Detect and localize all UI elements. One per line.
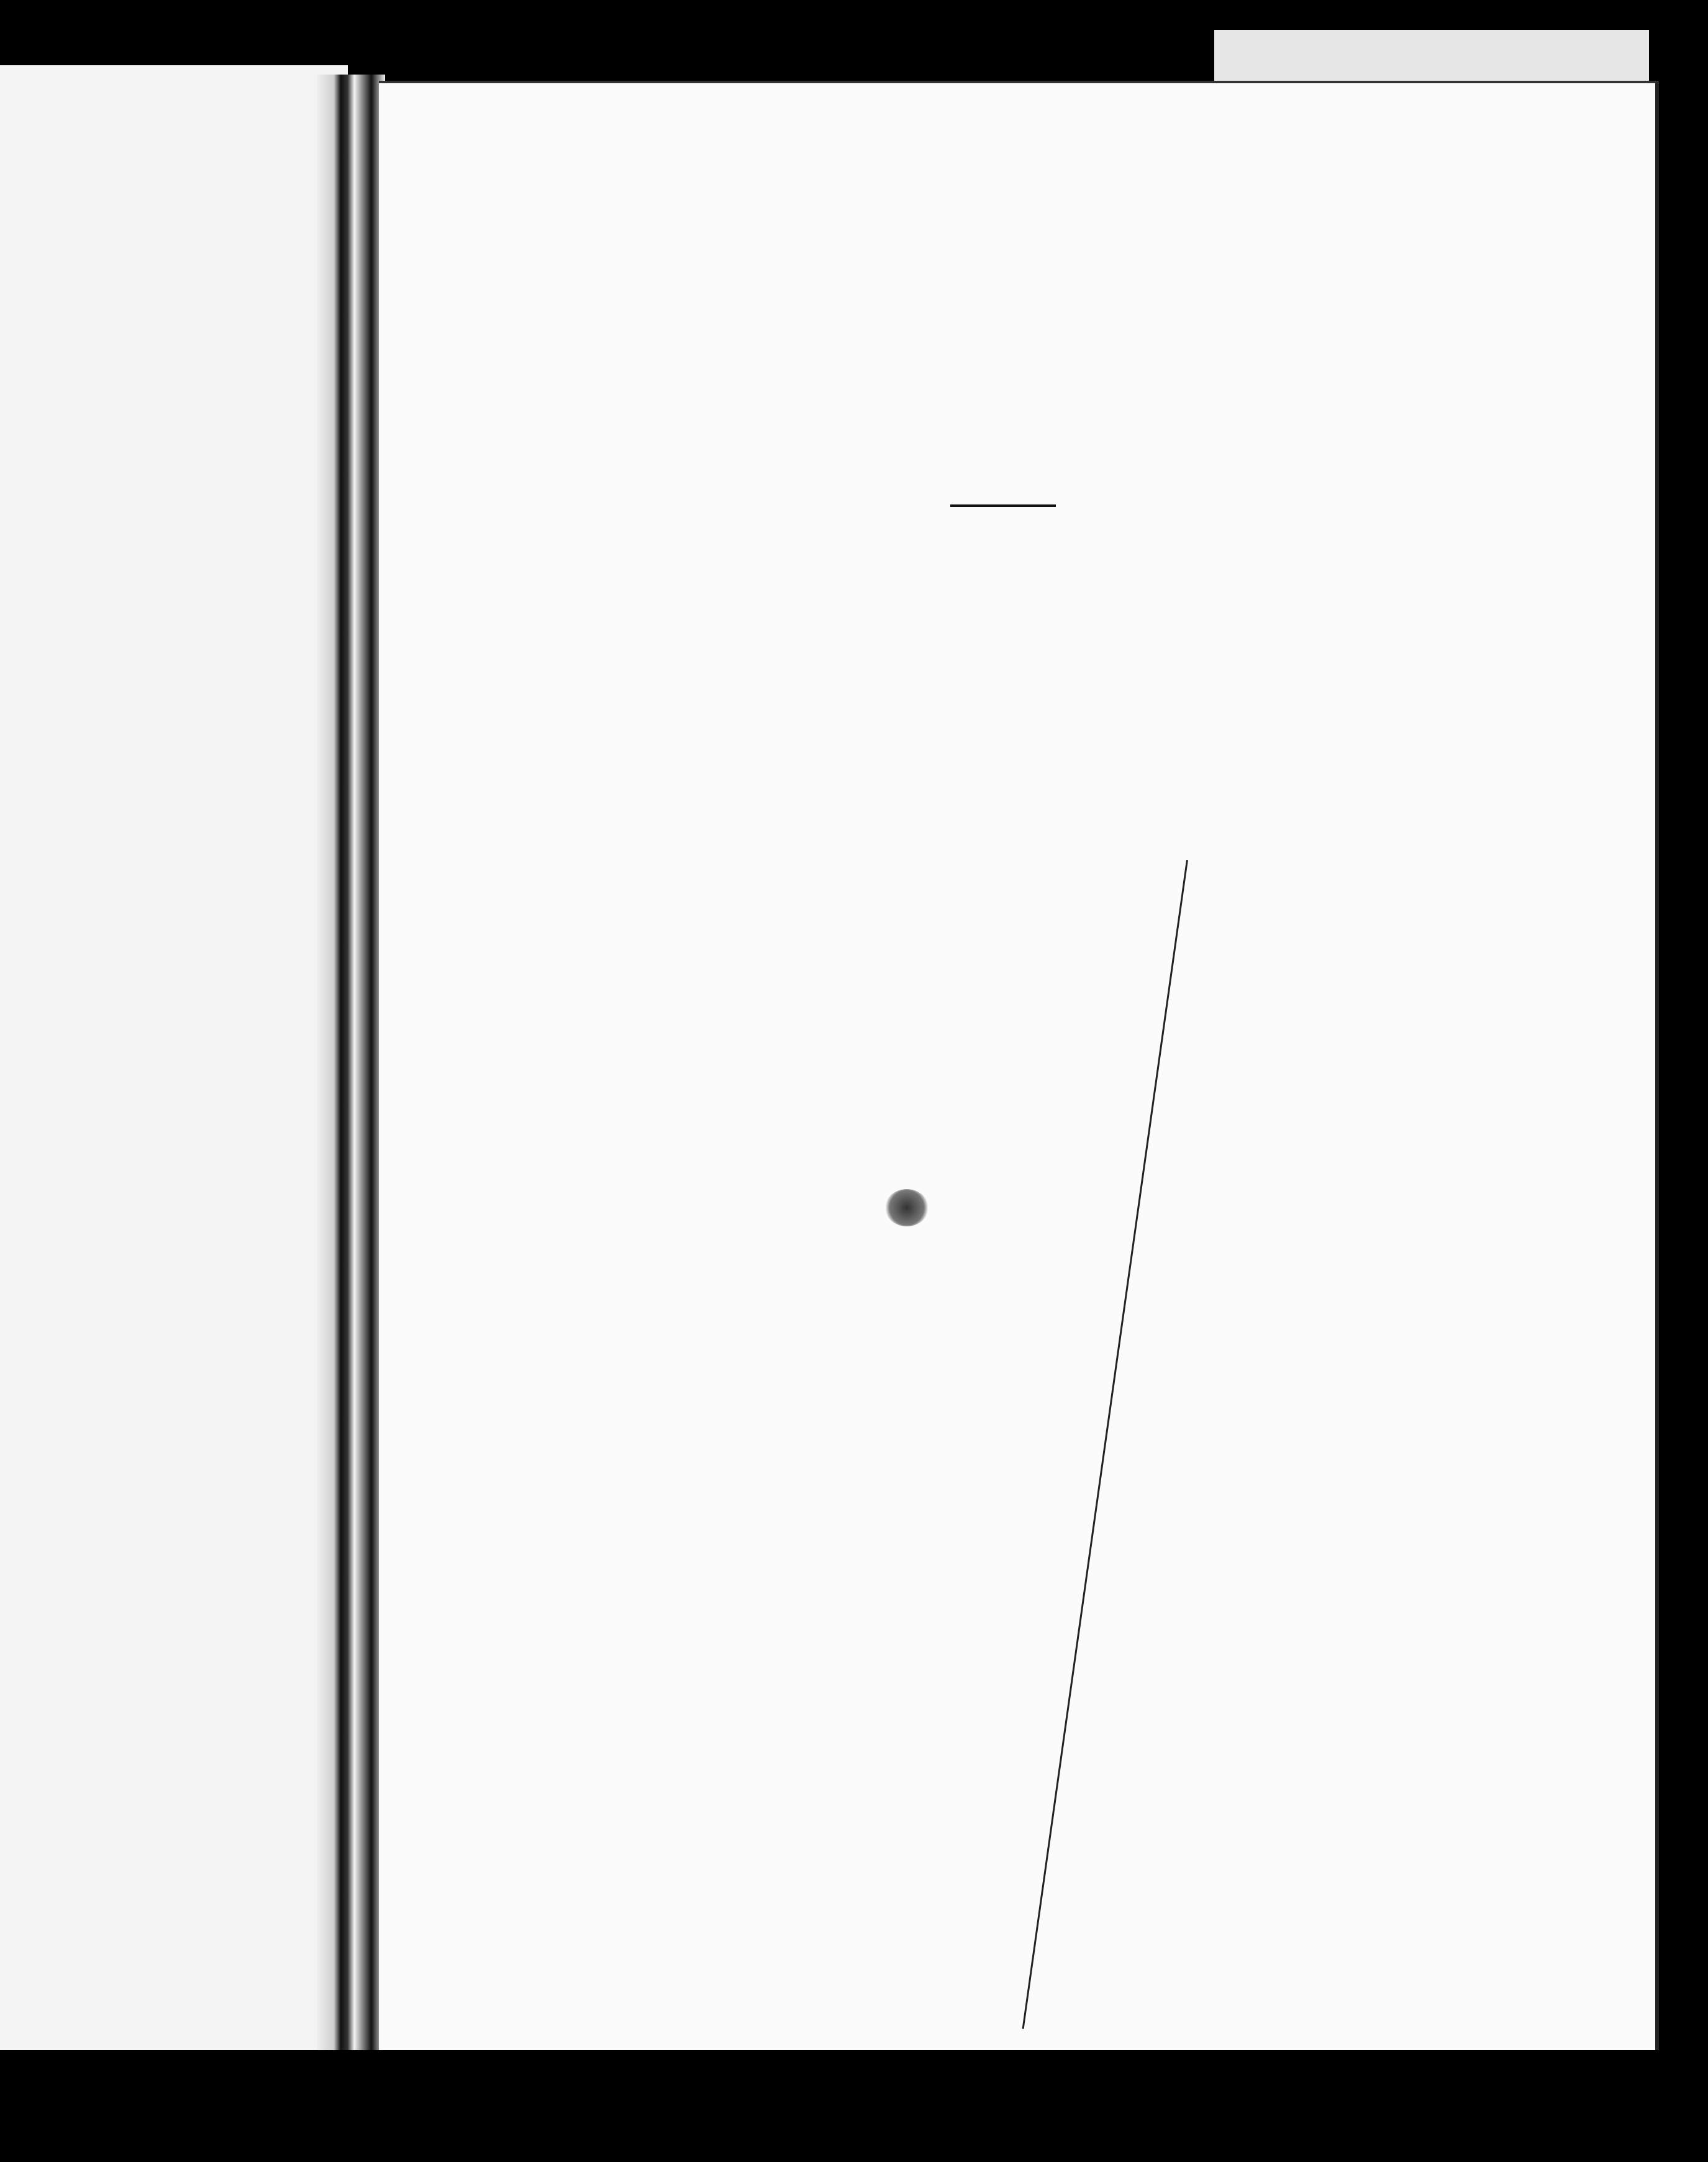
scan-border-top-grey <box>1214 30 1649 86</box>
left-page <box>0 65 348 2066</box>
right-page <box>379 81 1659 2071</box>
book-spine <box>317 75 385 2063</box>
scan-border-bottom <box>0 2050 1708 2162</box>
ink-stain <box>885 1189 929 1226</box>
title-rule <box>950 504 1056 507</box>
film-scratch <box>1022 860 1188 2029</box>
